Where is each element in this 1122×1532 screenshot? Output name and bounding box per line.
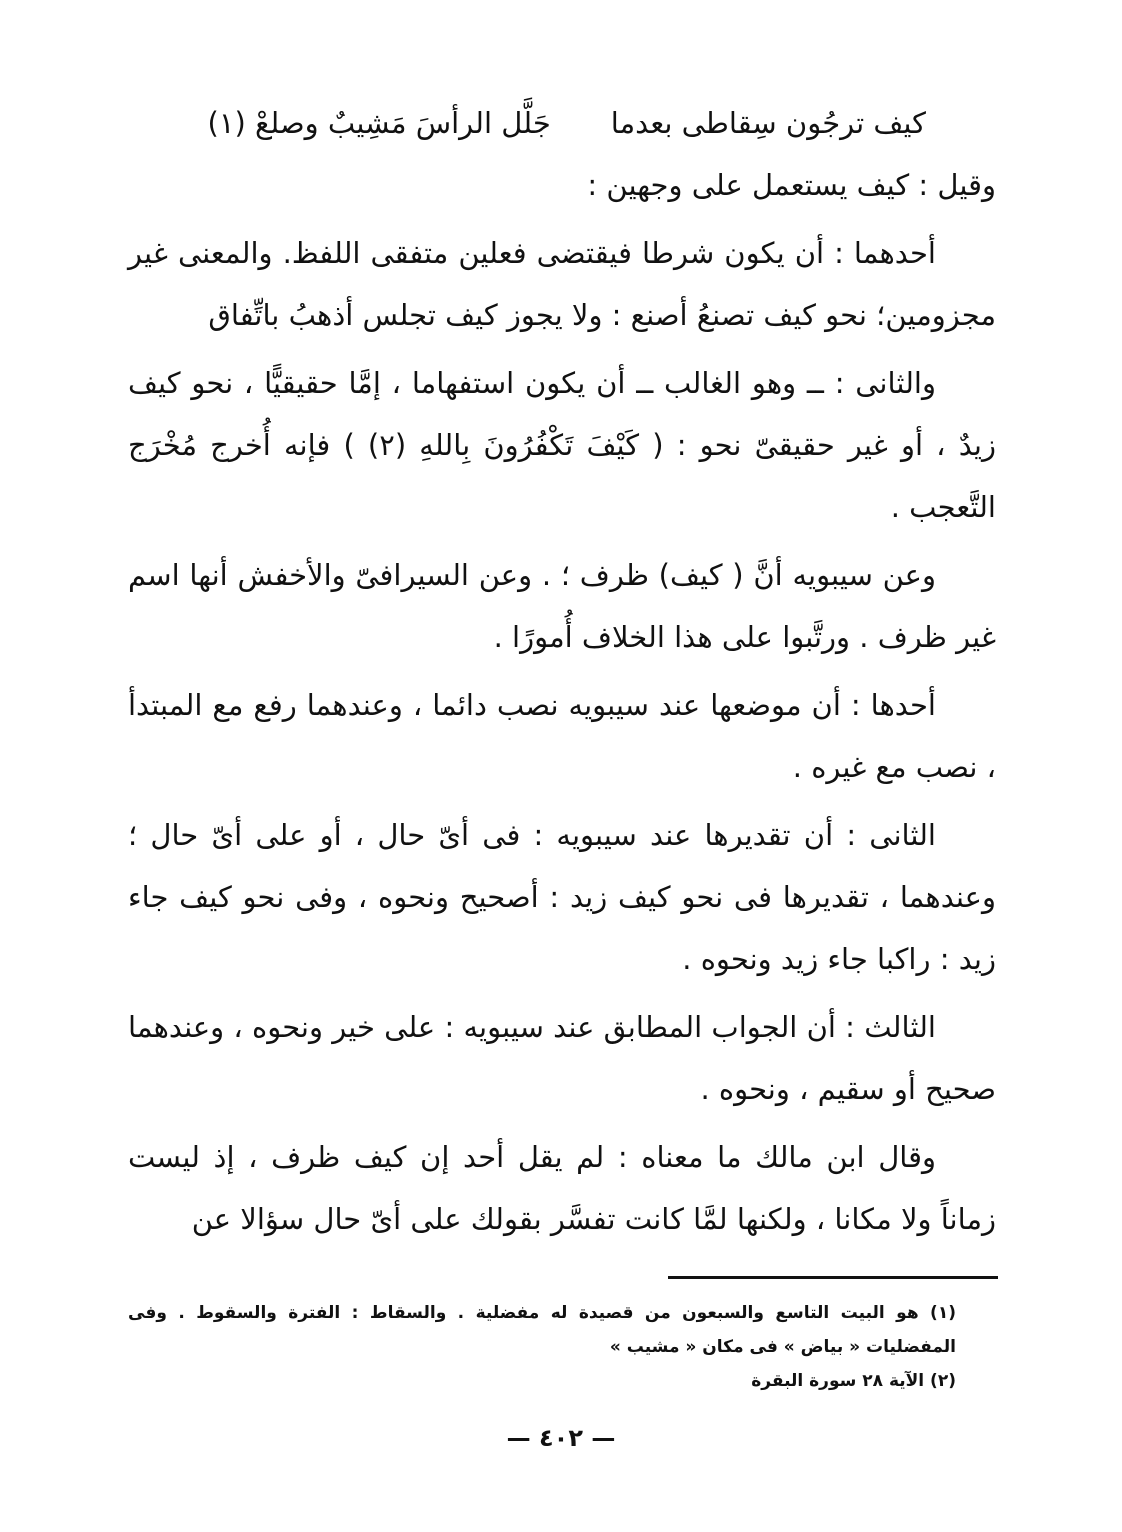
paragraph: والثانى : ــ وهو الغالب ــ أن يكون استفهاما ، إمَّا حقيقيًّا ، نحو كيف زيدٌ ، أو غير حقيقىّ نحو : ( كَيْفَ تَكْفُرُونَ بِاللهِ (٢) ) فإنه أُخرج مُخْرَج التَّعجب .: [128, 366, 996, 524]
paragraph: وقال ابن مالك ما معناه : لم يقل أحد إن كيف ظرف ، إذ ليست زماناً ولا مكانا ، ولكنها لمَّا كانت تفسَّر بقولك على أىّ حال سؤالا عن: [128, 1140, 996, 1236]
paragraph: أحدهما : أن يكون شرطا فيقتضى فعلين متفقى اللفظ. والمعنى غير مجزومين؛ نحو كيف تصنعُ أصنع : ولا يجوز كيف تجلس أذهبُ باتِّفاق: [128, 236, 996, 332]
paragraph: أحدها : أن موضعها عند سيبويه نصب دائما ، وعندهما رفع مع المبتدأ ، نصب مع غيره .: [128, 688, 996, 784]
paragraph: الثانى : أن تقديرها عند سيبويه : فى أىّ حال ، أو على أىّ حال ؛ وعندهما ، تقديرها فى نحو كيف زيد : أصحيح ونحوه ، وفى نحو كيف جاء زيد : راكبا جاء زيد ونحوه .: [128, 818, 996, 976]
page-number: — ٤٠٢ —: [506, 1424, 616, 1452]
paragraph: وعن سيبويه أنَّ ( كيف) ظرف ؛ . وعن السيرافىّ والأخفش أنها اسم غير ظرف . ورتَّبوا على هذا الخلاف أُمورًا .: [128, 558, 996, 654]
paragraph: الثالث : أن الجواب المطابق عند سيبويه : على خير ونحوه ، وعندهما صحيح أو سقيم ، ونحوه .: [128, 1010, 996, 1106]
footnote-1: (١) هو البيت التاسع والسبعون من قصيدة له مفضلية . والسقاط : الفترة والسقوط . وفى المفضليات « بياض » فى مكان « مشيب »: [128, 1303, 956, 1357]
verse-hemistich-first: كيف ترجُون سِقاطى بعدما: [610, 106, 926, 140]
footnotes: [128, 1296, 996, 1398]
footnote-2: (٢) الآية ٢٨ سورة البقرة: [751, 1371, 956, 1391]
paragraph: وقيل : كيف يستعمل على وجهين :: [587, 168, 996, 202]
verse-hemistich-second: جَلَّل الرأسَ مَشِيبٌ وصلعْ (١): [207, 106, 551, 140]
footnote-separator: [668, 1276, 998, 1279]
main-text: [128, 92, 996, 1250]
poetry-verse: [128, 92, 996, 154]
